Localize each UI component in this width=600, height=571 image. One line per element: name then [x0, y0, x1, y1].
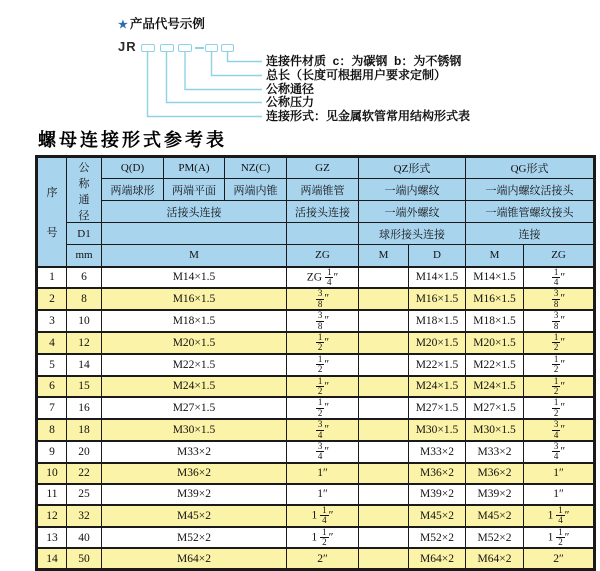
cell-zg: ZG $\frac{1}{4}$ ″ — [287, 267, 359, 289]
table-row — [37, 441, 595, 463]
cell-qz_m — [359, 267, 409, 289]
cell-qz_m — [359, 288, 409, 310]
cell-qg_m: M33×2 — [466, 441, 524, 463]
cell-zg: $\frac{1}{2}$ ″ — [287, 397, 359, 419]
cell-no: 3 — [37, 310, 67, 332]
table-header — [37, 157, 595, 267]
code-box-1 — [141, 44, 155, 52]
cell-no: 1 — [37, 267, 67, 289]
cell-qz_d: M18×1.5 — [409, 310, 466, 332]
cell-dn: 12 — [67, 332, 102, 354]
cell-qg_m: M52×2 — [466, 527, 524, 549]
blank-cell — [102, 223, 287, 245]
cell-qz_d: M14×1.5 — [409, 267, 466, 289]
desc-pma: 两端平面 — [164, 179, 225, 201]
qg-row4: 连接 — [466, 223, 595, 245]
cell-m: M64×2 — [102, 548, 287, 569]
cell-zg: 2″ — [287, 548, 359, 569]
cell-no: 4 — [37, 332, 67, 354]
table-row — [37, 267, 595, 289]
cell-qg_m: M16×1.5 — [466, 288, 524, 310]
unit-zg-qg: ZG — [524, 245, 595, 267]
type-header-qd: Q(D) — [102, 157, 164, 179]
cell-zg: $\frac{3}{4}$ ″ — [287, 441, 359, 463]
cell-m: M14×1.5 — [102, 267, 287, 289]
code-box-4 — [205, 44, 218, 52]
cell-qg_m: M45×2 — [466, 505, 524, 527]
cell-qg_zg: $\frac{1}{2}$ ″ — [524, 354, 595, 376]
cell-qg_zg: $\frac{3}{4}$ ″ — [524, 419, 595, 441]
cell-zg: $\frac{3}{8}$ ″ — [287, 310, 359, 332]
cell-qz_m — [359, 484, 409, 505]
cell-qz_m — [359, 354, 409, 376]
type-header-nzc: NZ(C) — [225, 157, 287, 179]
unit-m-qz: M — [359, 245, 409, 267]
cell-qg_m: M24×1.5 — [466, 376, 524, 398]
cell-no: 13 — [37, 527, 67, 549]
cell-qz_d: M33×2 — [409, 441, 466, 463]
unit-zg-gz: ZG — [287, 245, 359, 267]
table-row — [37, 484, 595, 505]
desc-qz: 一端内螺纹 — [359, 179, 466, 201]
blank-cell — [287, 223, 359, 245]
cell-m: M36×2 — [102, 463, 287, 484]
type-header-pma: PM(A) — [164, 157, 225, 179]
cell-qz_d: M64×2 — [409, 548, 466, 569]
cell-m: M22×1.5 — [102, 354, 287, 376]
cell-no: 8 — [37, 419, 67, 441]
desc-gz: 两端锥管 — [287, 179, 359, 201]
cell-qz_m — [359, 419, 409, 441]
desc-nzc: 两端内锥 — [225, 179, 287, 201]
cell-dn: 50 — [67, 548, 102, 569]
cell-qz_d: M24×1.5 — [409, 376, 466, 398]
cell-no: 6 — [37, 376, 67, 398]
cell-dn: 40 — [67, 527, 102, 549]
cell-dn: 14 — [67, 354, 102, 376]
cell-dn: 32 — [67, 505, 102, 527]
col-header-seq — [37, 157, 67, 267]
cell-dn: 20 — [67, 441, 102, 463]
cell-qg_zg: $\frac{3}{4}$ ″ — [524, 441, 595, 463]
cell-no: 7 — [37, 397, 67, 419]
diagram-title-text: 产品代号示例 — [129, 17, 205, 31]
code-dash — [195, 47, 204, 49]
cell-qg_m: M64×2 — [466, 548, 524, 569]
table-row — [37, 505, 595, 527]
cell-dn: 15 — [67, 376, 102, 398]
cell-qg_m: M22×1.5 — [466, 354, 524, 376]
cell-qz_m — [359, 397, 409, 419]
table-row — [37, 354, 595, 376]
cell-qz_m — [359, 332, 409, 354]
cell-qz_d: M52×2 — [409, 527, 466, 549]
cell-qg_zg: 1″ — [524, 463, 595, 484]
table-row — [37, 527, 595, 549]
code-prefix: JR — [118, 39, 137, 54]
cell-qz_m — [359, 505, 409, 527]
cell-zg: $\frac{1}{2}$ ″ — [287, 332, 359, 354]
cell-zg: $\frac{3}{8}$ ″ — [287, 288, 359, 310]
unit-mm: mm — [67, 245, 102, 267]
cell-zg: 1 $\frac{1}{2}$ ″ — [287, 527, 359, 549]
cell-qg_zg: $\frac{1}{2}$ ″ — [524, 397, 595, 419]
qz-row4: 球形接头连接 — [359, 223, 466, 245]
cell-qz_m — [359, 376, 409, 398]
cell-qz_m — [359, 527, 409, 549]
cell-qg_zg: 1 $\frac{1}{4}$ ″ — [524, 505, 595, 527]
star-icon: ★ — [118, 19, 128, 31]
desc-qg: 一端内螺纹活接头 — [466, 179, 595, 201]
cell-dn: 25 — [67, 484, 102, 505]
cell-m: M52×2 — [102, 527, 287, 549]
diagram-label-connection: 连接形式：见金属软管常用结构形式表 — [266, 109, 471, 123]
cell-qg_m: M36×2 — [466, 463, 524, 484]
cell-zg: 1″ — [287, 484, 359, 505]
cell-m: M20×1.5 — [102, 332, 287, 354]
cell-m: M45×2 — [102, 505, 287, 527]
cell-zg: $\frac{1}{2}$ ″ — [287, 354, 359, 376]
col-header-nominal-dn — [67, 157, 102, 223]
table-row — [37, 397, 595, 419]
cell-m: M16×1.5 — [102, 288, 287, 310]
cell-zg: $\frac{1}{2}$ ″ — [287, 376, 359, 398]
cell-qg_zg: 1″ — [524, 484, 595, 505]
table-row — [37, 288, 595, 310]
joint-gz: 活接头连接 — [287, 201, 359, 223]
cell-qg_zg: $\frac{3}{8}$ ″ — [524, 288, 595, 310]
diagram-title — [118, 14, 205, 32]
type-header-qz: QZ形式 — [359, 157, 466, 179]
cell-m: M39×2 — [102, 484, 287, 505]
cell-dn: 22 — [67, 463, 102, 484]
cell-zg: $\frac{3}{4}$ ″ — [287, 419, 359, 441]
code-box-2 — [160, 44, 174, 52]
cell-qz_m — [359, 548, 409, 569]
type-header-qg: QG形式 — [466, 157, 595, 179]
d1-label: D1 — [67, 223, 102, 245]
cell-qg_m: M20×1.5 — [466, 332, 524, 354]
cell-qz_d: M36×2 — [409, 463, 466, 484]
table-row — [37, 332, 595, 354]
cell-dn: 10 — [67, 310, 102, 332]
cell-dn: 8 — [67, 288, 102, 310]
cell-no: 14 — [37, 548, 67, 569]
nut-connection-table — [35, 155, 596, 571]
nominal-dn-label: 公 称 通 径 — [78, 162, 90, 222]
cell-qz_m — [359, 463, 409, 484]
table-row — [37, 419, 595, 441]
cell-no: 2 — [37, 288, 67, 310]
cell-qz_d: M30×1.5 — [409, 419, 466, 441]
cell-qz_m — [359, 310, 409, 332]
cell-m: M18×1.5 — [102, 310, 287, 332]
unit-d-qz: D — [409, 245, 466, 267]
diagram-label-length: 总长（长度可根据用户要求定制） — [266, 68, 447, 82]
cell-no: 9 — [37, 441, 67, 463]
table-row — [37, 376, 595, 398]
cell-zg: 1″ — [287, 463, 359, 484]
type-header-gz: GZ — [287, 157, 359, 179]
cell-qg_m: M27×1.5 — [466, 397, 524, 419]
cell-m: M24×1.5 — [102, 376, 287, 398]
cell-dn: 6 — [67, 267, 102, 289]
qg-row3: 一端锥管螺纹接头 — [466, 201, 595, 223]
code-box-3 — [178, 44, 192, 52]
cell-qg_m: M39×2 — [466, 484, 524, 505]
cell-qz_d: M16×1.5 — [409, 288, 466, 310]
product-code-diagram — [0, 0, 600, 125]
table-row — [37, 463, 595, 484]
qz-row3: 一端外螺纹 — [359, 201, 466, 223]
cell-no: 10 — [37, 463, 67, 484]
cell-qg_m: M18×1.5 — [466, 310, 524, 332]
cell-qz_d: M27×1.5 — [409, 397, 466, 419]
cell-qz_d: M20×1.5 — [409, 332, 466, 354]
table-row — [37, 310, 595, 332]
joint-left: 活接头连接 — [102, 201, 287, 223]
cell-qz_m — [359, 441, 409, 463]
cell-m: M33×2 — [102, 441, 287, 463]
cell-m: M30×1.5 — [102, 419, 287, 441]
cell-qg_zg: $\frac{1}{2}$ ″ — [524, 332, 595, 354]
seq-label: 序 号 — [46, 186, 58, 239]
cell-qz_d: M45×2 — [409, 505, 466, 527]
unit-m-main: M — [102, 245, 287, 267]
cell-m: M27×1.5 — [102, 397, 287, 419]
cell-no: 5 — [37, 354, 67, 376]
cell-qz_d: M39×2 — [409, 484, 466, 505]
cell-qg_zg: $\frac{1}{2}$ ″ — [524, 376, 595, 398]
cell-no: 12 — [37, 505, 67, 527]
diagram-label-material: 连接件材质 c：为碳钢 b：为不锈钢 — [266, 54, 462, 68]
unit-m-qg: M — [466, 245, 524, 267]
cell-qg_zg: 1 $\frac{1}{2}$ ″ — [524, 527, 595, 549]
cell-qg_m: M14×1.5 — [466, 267, 524, 289]
desc-qd: 两端球形 — [102, 179, 164, 201]
cell-qg_zg: $\frac{1}{4}$ ″ — [524, 267, 595, 289]
cell-qg_zg: 2″ — [524, 548, 595, 569]
cell-zg: 1 $\frac{1}{4}$ ″ — [287, 505, 359, 527]
cell-no: 11 — [37, 484, 67, 505]
cell-qz_d: M22×1.5 — [409, 354, 466, 376]
cell-qg_m: M30×1.5 — [466, 419, 524, 441]
cell-dn: 18 — [67, 419, 102, 441]
code-box-5 — [221, 44, 234, 52]
table-title: 螺母连接形式参考表 — [38, 130, 227, 151]
table-body — [37, 267, 595, 570]
diagram-label-pressure: 公称压力 — [266, 95, 315, 109]
cell-qg_zg: $\frac{3}{8}$ ″ — [524, 310, 595, 332]
table-row — [37, 548, 595, 569]
cell-dn: 16 — [67, 397, 102, 419]
diagram-label-diameter: 公称通径 — [266, 82, 315, 96]
